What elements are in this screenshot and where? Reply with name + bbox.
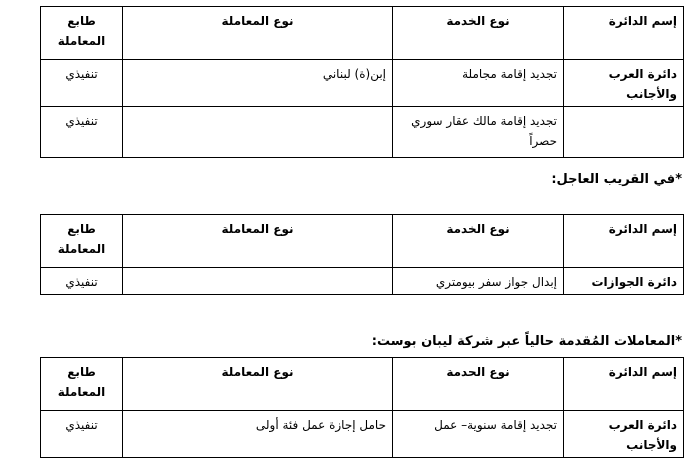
header-transaction-type: نوع المعاملة: [123, 215, 393, 268]
table-header-row: [41, 215, 684, 268]
table-header-row: [41, 7, 684, 60]
cell-transaction-nature: تنفيذي: [41, 60, 123, 107]
cell-department: [564, 107, 684, 158]
cell-transaction-nature: تنفيذي: [41, 107, 123, 158]
cell-service-type: تجديد إقامة مجاملة: [393, 60, 564, 107]
cell-transaction-type: إبن(ة) لبناني: [123, 60, 393, 107]
section-heading-libanpost: *المعاملات المُقدمة حالياً عبر شركة ليبان بوست:: [371, 334, 682, 349]
cell-transaction-type: [123, 107, 393, 158]
services-table-libanpost: [40, 357, 684, 458]
header-transaction-type: نوع المعاملة: [123, 7, 393, 60]
header-transaction-type: نوع المعاملة: [123, 358, 393, 411]
cell-transaction-nature: تنفيذي: [41, 268, 123, 295]
cell-transaction-type: [123, 268, 393, 295]
services-table-coming-soon: [40, 214, 684, 295]
header-service-type: نوع الخدمة: [393, 215, 564, 268]
header-service-type: نوع الحدمة: [393, 358, 564, 411]
cell-service-type: تجديد إقامة مالك عقار سوري حصراً: [393, 107, 564, 158]
header-department: إسم الدائرة: [564, 358, 684, 411]
header-service-type: نوع الخدمة: [393, 7, 564, 60]
cell-service-type: إبدال جواز سفر بيومتري: [393, 268, 564, 295]
header-transaction-nature: طابع المعاملة: [41, 358, 123, 411]
table-header-row: [41, 358, 684, 411]
cell-transaction-nature: تنفيذي: [41, 411, 123, 458]
cell-service-type: تجديد إقامة سنوية– عمل: [393, 411, 564, 458]
header-department: إسم الدائرة: [564, 215, 684, 268]
header-transaction-nature: طابع المعاملة: [41, 215, 123, 268]
services-table-current: [40, 6, 684, 158]
header-transaction-nature: طابع المعاملة: [41, 7, 123, 60]
section-heading-coming-soon: *في القريب العاجل:: [551, 172, 682, 187]
table-row: [41, 268, 684, 295]
table-row: [41, 411, 684, 458]
cell-department: دائرة الجوازات: [564, 268, 684, 295]
table-row: [41, 107, 684, 158]
cell-transaction-type: حامل إجازة عمل فئة أولى: [123, 411, 393, 458]
cell-department: دائرة العرب والأجانب: [564, 411, 684, 458]
table-row: [41, 60, 684, 107]
header-department: إسم الدائرة: [564, 7, 684, 60]
cell-department: دائرة العرب والأجانب: [564, 60, 684, 107]
